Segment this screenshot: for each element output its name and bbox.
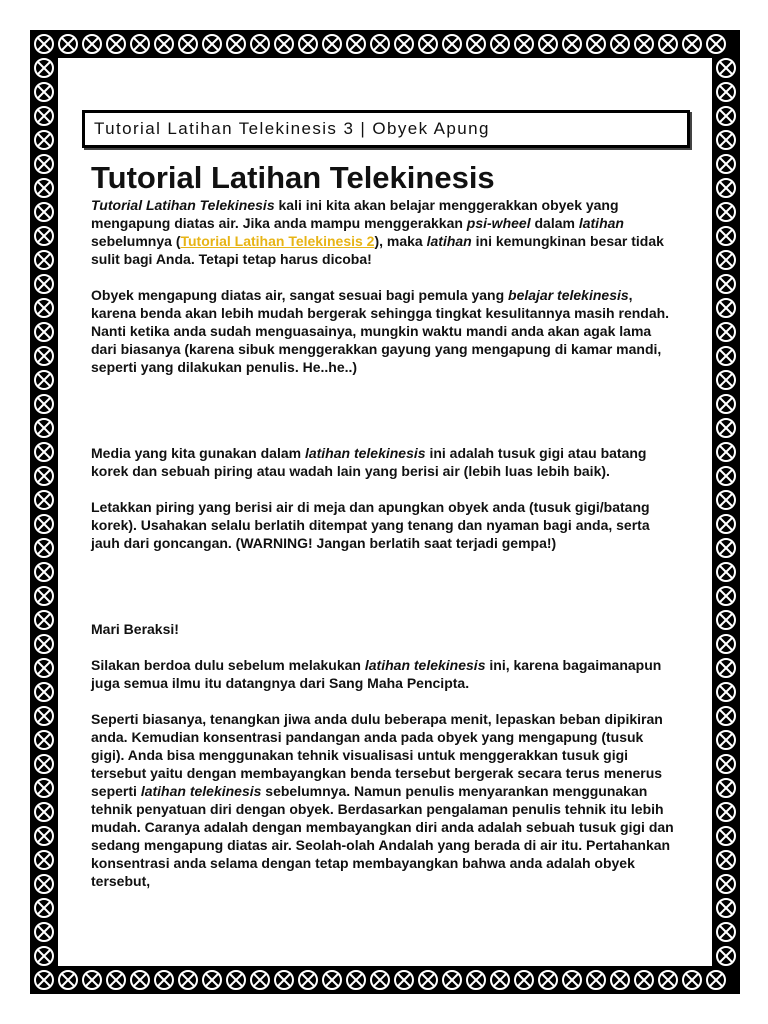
knot-motif bbox=[717, 491, 735, 509]
article-body bbox=[91, 160, 679, 908]
emphasis: Tutorial Latihan Telekinesis bbox=[91, 197, 275, 213]
knot-motif bbox=[611, 35, 629, 53]
knot-motif bbox=[635, 35, 653, 53]
spacer bbox=[91, 394, 679, 444]
knot-motif bbox=[35, 779, 53, 797]
knot-motif bbox=[371, 971, 389, 989]
knot-motif bbox=[717, 59, 735, 77]
knot-motif bbox=[35, 131, 53, 149]
emphasis: latihan telekinesis bbox=[304, 445, 426, 461]
knot-motif bbox=[251, 35, 269, 53]
knot-motif bbox=[563, 971, 581, 989]
knot-motif bbox=[717, 323, 735, 341]
knot-motif bbox=[717, 587, 735, 605]
knot-motif bbox=[83, 35, 101, 53]
emphasis: latihan bbox=[426, 233, 472, 249]
header-box bbox=[82, 110, 690, 148]
text: ini kemungkinan besar tidak sulit bagi Anda. Tetapi tetap harus dicoba! bbox=[91, 233, 664, 267]
paragraph-heading-action bbox=[91, 620, 679, 638]
knot-motif bbox=[491, 971, 509, 989]
knot-motif bbox=[35, 275, 53, 293]
spacer bbox=[91, 570, 679, 620]
knot-motif bbox=[717, 899, 735, 917]
knot-motif bbox=[717, 347, 735, 365]
knot-motif bbox=[717, 371, 735, 389]
knot-motif bbox=[563, 35, 581, 53]
knot-motif bbox=[107, 35, 125, 53]
knot-motif bbox=[717, 683, 735, 701]
knot-motif bbox=[419, 971, 437, 989]
knot-motif bbox=[515, 971, 533, 989]
knot-motif bbox=[35, 851, 53, 869]
emphasis: belajar telekinesis bbox=[508, 287, 629, 303]
knot-motif bbox=[717, 707, 735, 725]
knot-motif bbox=[35, 395, 53, 413]
knot-motif bbox=[323, 971, 341, 989]
knot-motif bbox=[35, 347, 53, 365]
knot-motif bbox=[659, 971, 677, 989]
knot-motif bbox=[59, 971, 77, 989]
knot-motif bbox=[611, 971, 629, 989]
knot-motif bbox=[35, 923, 53, 941]
knot-motif bbox=[131, 35, 149, 53]
knot-motif bbox=[35, 587, 53, 605]
knot-motif bbox=[35, 659, 53, 677]
knot-motif bbox=[203, 35, 221, 53]
text: , karena benda akan lebih mudah bergerak sehingga tingkat kesulitannya masih rendah. Nanti ketika anda sudah menguasainya, mungkin waktu mandi anda akan agak lama dari biasanya (karena sibuk menggerakkan gayung yang mengapung di kamar mandi, seperti yang dilakukan penulis. He..he..) bbox=[91, 287, 670, 375]
knot-motif bbox=[35, 803, 53, 821]
paragraph-intro bbox=[91, 196, 679, 268]
emphasis: latihan bbox=[578, 215, 624, 231]
knot-motif bbox=[491, 35, 509, 53]
knot-motif bbox=[443, 35, 461, 53]
previous-tutorial-link[interactable]: Tutorial Latihan Telekinesis 2 bbox=[180, 233, 375, 249]
text: ini adalah tusuk gigi atau batang korek dan sebuah piring atau wadah lain yang berisi air (lebih luas lebih baik). bbox=[91, 445, 647, 479]
knot-motif bbox=[35, 755, 53, 773]
knot-motif bbox=[59, 35, 77, 53]
knot-motif bbox=[35, 635, 53, 653]
knot-motif bbox=[717, 539, 735, 557]
knot-motif bbox=[659, 35, 677, 53]
knot-motif bbox=[717, 923, 735, 941]
knot-motif bbox=[35, 323, 53, 341]
knot-motif bbox=[717, 419, 735, 437]
knot-motif bbox=[717, 611, 735, 629]
knot-motif bbox=[155, 35, 173, 53]
knot-motif bbox=[717, 299, 735, 317]
knot-motif bbox=[35, 371, 53, 389]
knot-motif bbox=[717, 131, 735, 149]
text: Obyek mengapung diatas air, sangat sesuai bagi pemula yang bbox=[91, 287, 509, 303]
knot-motif bbox=[717, 731, 735, 749]
knot-motif bbox=[717, 227, 735, 245]
knot-motif bbox=[717, 875, 735, 893]
knot-motif bbox=[35, 611, 53, 629]
knot-motif bbox=[515, 35, 533, 53]
knot-motif bbox=[717, 803, 735, 821]
knot-motif bbox=[717, 563, 735, 581]
knot-motif bbox=[347, 35, 365, 53]
knot-motif bbox=[717, 755, 735, 773]
text: sebelumnya ( bbox=[91, 233, 181, 249]
emphasis: latihan telekinesis bbox=[364, 657, 486, 673]
text: Media yang kita gunakan dalam bbox=[91, 445, 305, 461]
knot-motif bbox=[35, 227, 53, 245]
knot-motif bbox=[717, 515, 735, 533]
text: ), maka bbox=[374, 233, 427, 249]
knot-motif bbox=[587, 35, 605, 53]
header-title: Tutorial Latihan Telekinesis 3 | Obyek Apung bbox=[94, 119, 490, 138]
knot-motif bbox=[717, 851, 735, 869]
knot-motif bbox=[35, 35, 53, 53]
knot-motif bbox=[395, 971, 413, 989]
knot-motif bbox=[443, 971, 461, 989]
knot-motif bbox=[35, 467, 53, 485]
knot-motif bbox=[35, 155, 53, 173]
knot-motif bbox=[35, 443, 53, 461]
knot-motif bbox=[35, 947, 53, 965]
knot-motif bbox=[35, 971, 53, 989]
knot-motif bbox=[717, 947, 735, 965]
knot-motif bbox=[717, 251, 735, 269]
knot-motif bbox=[179, 35, 197, 53]
knot-motif bbox=[131, 971, 149, 989]
knot-motif bbox=[35, 731, 53, 749]
knot-motif bbox=[35, 251, 53, 269]
knot-motif bbox=[35, 515, 53, 533]
knot-motif bbox=[35, 707, 53, 725]
knot-motif bbox=[35, 107, 53, 125]
knot-motif bbox=[717, 635, 735, 653]
knot-motif bbox=[35, 491, 53, 509]
knot-motif bbox=[35, 827, 53, 845]
knot-motif bbox=[467, 971, 485, 989]
knot-motif bbox=[35, 299, 53, 317]
knot-motif bbox=[155, 971, 173, 989]
knot-motif bbox=[717, 179, 735, 197]
knot-motif bbox=[35, 563, 53, 581]
text: ini, karena bagaimanapun juga semua ilmu itu datangnya dari Sang Maha Pencipta. bbox=[91, 657, 662, 691]
knot-motif bbox=[275, 971, 293, 989]
knot-motif bbox=[203, 971, 221, 989]
knot-motif bbox=[717, 107, 735, 125]
emphasis: latihan telekinesis bbox=[140, 783, 262, 799]
knot-motif bbox=[717, 155, 735, 173]
article-title: Tutorial Latihan Telekinesis bbox=[91, 160, 495, 195]
knot-motif bbox=[717, 83, 735, 101]
knot-motif bbox=[299, 971, 317, 989]
knot-motif bbox=[717, 203, 735, 221]
paragraph-setup bbox=[91, 498, 679, 552]
knot-motif bbox=[35, 899, 53, 917]
text: Mari Beraksi! bbox=[91, 621, 179, 637]
knot-motif bbox=[83, 971, 101, 989]
paragraph-beginner bbox=[91, 286, 679, 376]
knot-motif bbox=[467, 35, 485, 53]
knot-motif bbox=[35, 203, 53, 221]
knot-motif bbox=[717, 779, 735, 797]
emphasis: psi-wheel bbox=[466, 215, 531, 231]
text: Silakan berdoa dulu sebelum melakukan bbox=[91, 657, 365, 673]
knot-motif bbox=[539, 35, 557, 53]
knot-motif bbox=[371, 35, 389, 53]
knot-motif bbox=[107, 971, 125, 989]
knot-motif bbox=[251, 971, 269, 989]
knot-motif bbox=[299, 35, 317, 53]
knot-motif bbox=[35, 179, 53, 197]
knot-motif bbox=[717, 275, 735, 293]
knot-motif bbox=[35, 83, 53, 101]
knot-motif bbox=[35, 419, 53, 437]
knot-motif bbox=[717, 827, 735, 845]
knot-motif bbox=[227, 35, 245, 53]
knot-motif bbox=[419, 35, 437, 53]
knot-motif bbox=[275, 35, 293, 53]
knot-motif bbox=[179, 971, 197, 989]
knot-motif bbox=[683, 971, 701, 989]
knot-motif bbox=[717, 659, 735, 677]
knot-motif bbox=[35, 59, 53, 77]
text: Seperti biasanya, tenangkan jiwa anda dulu beberapa menit, lepaskan beban dipikiran anda. Kemudian konsentrasi pandangan anda pada obyek yang mengapung (tusuk gigi). Anda bisa menggunakan tehnik visualisasi untuk menggerakkan tusuk gigi tersebut yaitu dengan membayangkan benda tersebut bergerak secara terus menerus seperti bbox=[91, 711, 663, 799]
knot-motif bbox=[35, 683, 53, 701]
text: dalam bbox=[530, 215, 579, 231]
paragraph-media bbox=[91, 444, 679, 480]
knot-motif bbox=[707, 971, 725, 989]
text: kali ini kita akan belajar menggerakkan obyek yang mengapung diatas air. Jika anda mampu menggerakkan bbox=[91, 197, 619, 231]
paragraph-prayer bbox=[91, 656, 679, 692]
knot-motif bbox=[347, 971, 365, 989]
knot-motif bbox=[587, 971, 605, 989]
knot-motif bbox=[707, 35, 725, 53]
knot-motif bbox=[717, 467, 735, 485]
knot-motif bbox=[539, 971, 557, 989]
knot-motif bbox=[323, 35, 341, 53]
paragraph-method bbox=[91, 710, 679, 890]
knot-motif bbox=[395, 35, 413, 53]
knot-motif bbox=[227, 971, 245, 989]
knot-motif bbox=[717, 395, 735, 413]
text: Letakkan piring yang berisi air di meja dan apungkan obyek anda (tusuk gigi/batang korek). Usahakan selalu berlatih ditempat yang tenang dan nyaman bagi anda, serta jauh dari goncangan. (WARNING! Jangan berlatih saat terjadi gempa!) bbox=[91, 499, 650, 551]
knot-motif bbox=[683, 35, 701, 53]
text: sebelumnya. Namun penulis menyarankan menggunakan tehnik penyatuan diri dengan obyek. Berdasarkan pengalaman penulis tehnik itu lebih mudah. Caranya adalah dengan membayangkan diri anda adalah sebuah tusuk gigi dan sedang mengapung diatas air. Seolah-olah Andalah yang berada di air itu. Pertahankan konsentrasi anda selama dengan tetap membayangkan bahwa anda adalah obyek tersebut, bbox=[91, 783, 674, 889]
knot-motif bbox=[717, 443, 735, 461]
knot-motif bbox=[635, 971, 653, 989]
knot-motif bbox=[35, 539, 53, 557]
knot-motif bbox=[35, 875, 53, 893]
